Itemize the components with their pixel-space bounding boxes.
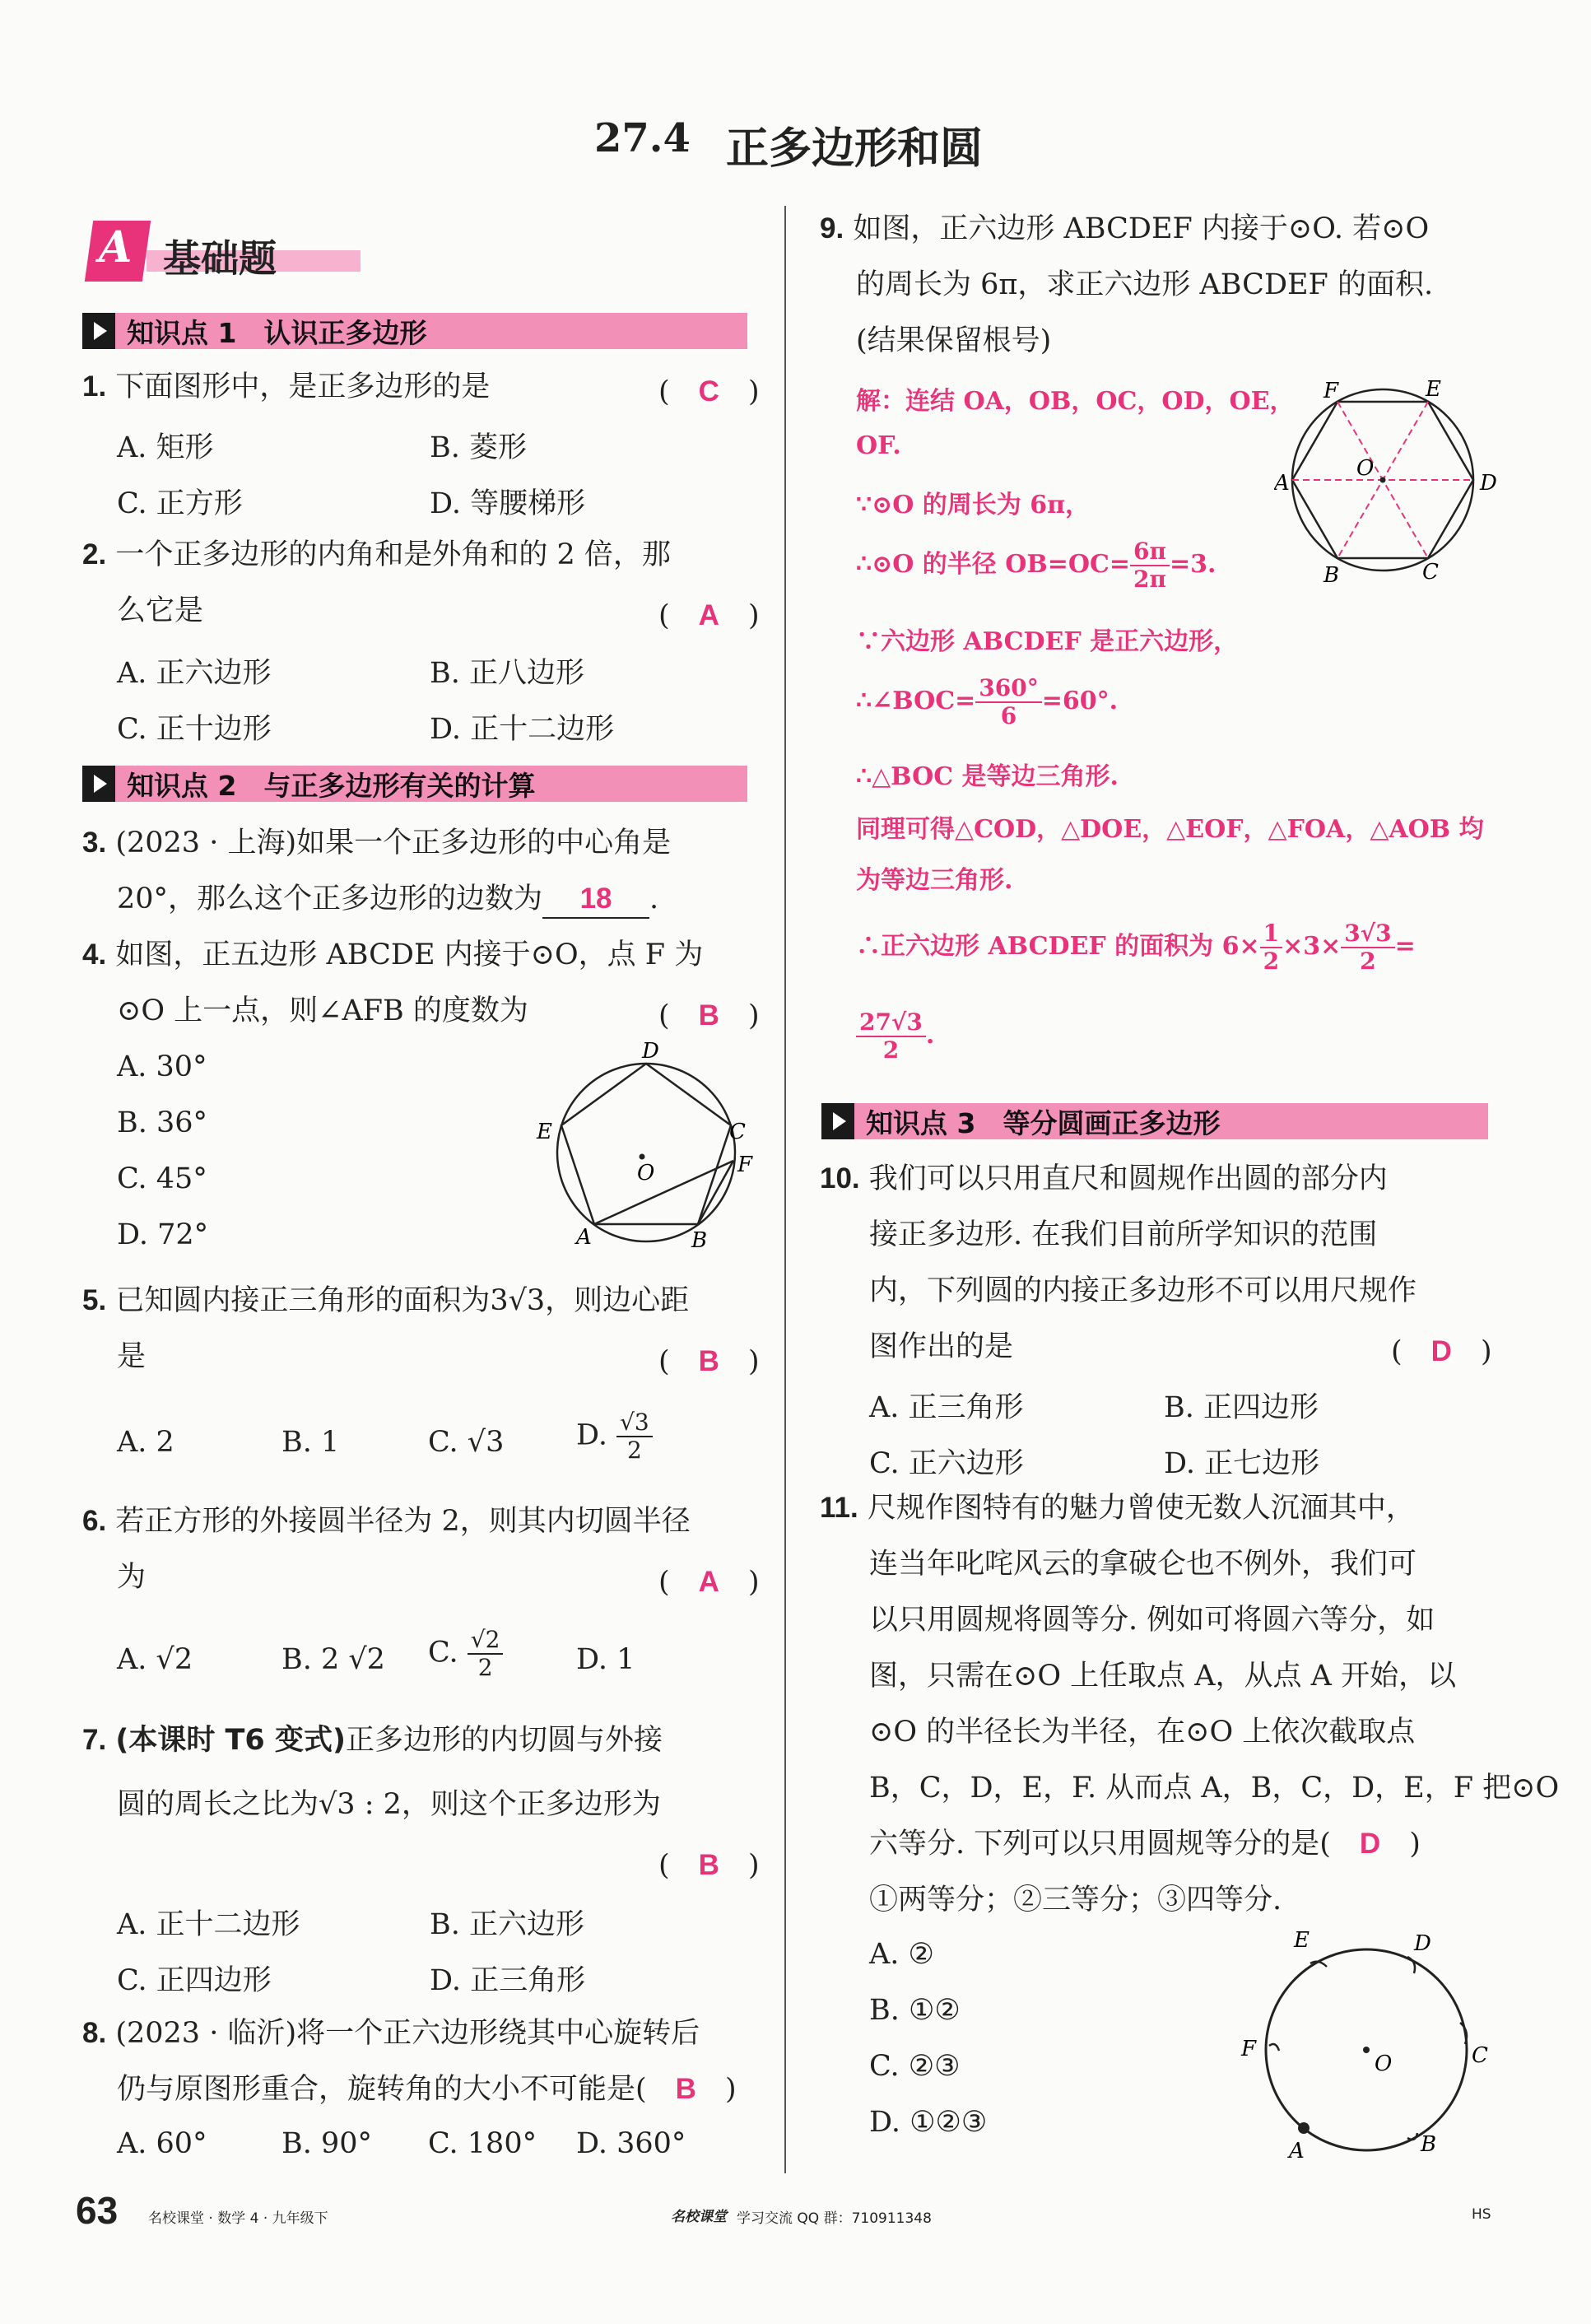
q1-option-a: A. 矩形 — [117, 431, 214, 464]
fig4-label-c: C — [729, 1120, 746, 1144]
q8-option-d: D. 360° — [576, 2127, 686, 2160]
fig4-label-e: E — [537, 1120, 552, 1144]
question-3: 3. (2023 · 上海)如果一个正多边形的中心角是 — [82, 827, 672, 859]
question-4: 4. 如图，正五边形 ABCDE 内接于⊙O，点 F 为 — [82, 938, 704, 971]
column-divider — [784, 206, 786, 2173]
fig4-label-o: O — [637, 1161, 655, 1185]
fig4-label-b: B — [691, 1228, 708, 1253]
q4-option-b: B. 36° — [117, 1106, 208, 1139]
question-2-line2: 么它是 — [117, 594, 204, 627]
question-6: 6. 若正方形的外接圆半径为 2，则其内切圆半径 — [82, 1505, 691, 1538]
footer-code: HS — [1472, 2206, 1491, 2223]
answer-paren-2: ( A ) — [658, 599, 760, 632]
q11-option-a: A. ② — [869, 1938, 934, 1971]
q7-option-c: C. 正四边形 — [117, 1964, 272, 1997]
fig9-label-d: D — [1480, 471, 1497, 496]
question-11-line7: 六等分. 下列可以只用圆规等分的是( D ) — [869, 1828, 1421, 1861]
q6-option-b: B. 2 √2 — [281, 1643, 385, 1676]
page-number: 63 — [76, 2189, 119, 2232]
fig11-label-o: O — [1375, 2052, 1393, 2076]
question-10: 10. 我们可以只用直尺和圆规作出圆的部分内 — [820, 1162, 1388, 1195]
solution-line-5: ∵六边形 ABCDEF 是正六边形， — [856, 627, 1239, 656]
solution-line-3: ∵⊙O 的周长为 6π， — [856, 491, 1091, 519]
kp1-label: 知识点 1 认识正多边形 — [127, 316, 427, 349]
q5-option-c: C. √3 — [428, 1426, 505, 1459]
q6-option-c: C. $\frac{√2}{2}$ — [428, 1627, 503, 1681]
figure-circle-arcs — [1235, 1930, 1506, 2169]
q7-option-b: B. 正六边形 — [430, 1908, 584, 1941]
question-11-line3: 以只用圆规将圆等分. 例如可将圆六等分，如 — [869, 1604, 1435, 1637]
q7-option-d: D. 正三角形 — [430, 1964, 586, 1997]
q10-option-a: A. 正三角形 — [869, 1391, 1024, 1424]
solution-line-8: 同理可得△COD，△DOE，△EOF，△FOA，△AOB 均 — [856, 815, 1484, 844]
q4-option-a: A. 30° — [117, 1050, 207, 1083]
q2-option-c: C. 正十边形 — [117, 713, 272, 746]
page-title: 正多边形和圆 — [726, 124, 984, 174]
q11-option-c: C. ②③ — [869, 2050, 961, 2083]
question-5-line2: 是 — [117, 1340, 147, 1373]
fig9-label-f: F — [1324, 379, 1339, 403]
question-9-line3: (结果保留根号) — [856, 324, 1052, 357]
answer-paren-1: ( C ) — [658, 375, 760, 408]
question-11-line4: 图，只需在⊙O 上任取点 A，从点 A 开始，以 — [869, 1660, 1457, 1693]
question-3-line2: 20°，那么这个正多边形的边数为 18 . — [117, 871, 658, 927]
fig11-label-b: B — [1421, 2132, 1437, 2157]
question-8: 8. (2023 · 临沂)将一个正六边形绕其中心旋转后 — [82, 2017, 700, 2050]
question-6-line2: 为 — [117, 1561, 147, 1594]
question-7: 7. (本课时 T6 变式)正多边形的内切圆与外接 — [82, 1724, 663, 1757]
q1-option-c: C. 正方形 — [117, 487, 243, 520]
solution-line-6: ∴∠BOC= $\frac{360^\circ}{6}$ =60°. — [856, 674, 1119, 729]
q8-option-a: A. 60° — [117, 2127, 207, 2160]
fig4-label-d: D — [642, 1041, 659, 1064]
q5-option-b: B. 1 — [281, 1426, 340, 1459]
question-10-line3: 内，下列圆的内接正多边形不可以用尺规作 — [869, 1274, 1417, 1307]
question-9-line2: 的周长为 6π，求正六边形 ABCDEF 的面积. — [856, 268, 1434, 301]
q5-option-a: A. 2 — [117, 1426, 174, 1459]
solution-line-9: 为等边三角形. — [856, 866, 1013, 895]
fig9-label-e: E — [1426, 377, 1441, 402]
q11-option-b: B. ①② — [869, 1994, 961, 2027]
kp3-label: 知识点 3 等分圆画正多边形 — [866, 1106, 1221, 1139]
badge-label: 基础题 — [163, 236, 277, 281]
answer-paren-6: ( A ) — [658, 1566, 760, 1599]
solution-line-2: OF. — [856, 431, 901, 460]
fig9-label-b: B — [1324, 563, 1340, 588]
question-8-line2: 仍与原图形重合，旋转角的大小不可能是( B ) — [117, 2073, 737, 2106]
section-number: 27.4 — [594, 115, 691, 161]
q10-option-d: D. 正七边形 — [1164, 1447, 1320, 1480]
fig11-label-a: A — [1289, 2139, 1305, 2163]
q8-option-c: C. 180° — [428, 2127, 537, 2160]
fig4-label-f: F — [737, 1153, 753, 1177]
footer-book: 名校课堂 · 数学 4 · 九年级下 — [148, 2210, 328, 2227]
solution-line-7: ∴△BOC 是等边三角形. — [856, 762, 1119, 791]
q5-option-d: D. $\frac{√3}{2}$ — [576, 1409, 653, 1464]
question-11-line8: ①两等分；②三等分；③四等分. — [869, 1884, 1282, 1916]
knowledge-point-3 — [821, 1103, 1488, 1139]
fig11-label-d: D — [1414, 1931, 1431, 1956]
q2-option-d: D. 正十二边形 — [430, 713, 615, 746]
q4-option-c: C. 45° — [117, 1162, 207, 1195]
question-11-line6: B，C，D，E，F. 从而点 A，B，C，D，E，F 把⊙O — [869, 1772, 1560, 1805]
question-11-line5: ⊙O 的半径长为半径，在⊙O 上依次截取点 — [869, 1716, 1416, 1749]
fig9-label-a: A — [1274, 471, 1290, 496]
answer-paren-7: ( B ) — [658, 1849, 760, 1882]
question-4-line2: ⊙O 上一点，则∠AFB 的度数为 — [117, 994, 528, 1027]
solution-line-1: 解：连结 OA，OB，OC，OD，OE， — [856, 387, 1295, 416]
knowledge-point-2 — [82, 766, 747, 802]
solution-line-10: ∴正六边形 ABCDEF 的面积为 6× $\frac{1}{2}$ ×3× $\frac{3√3}{2}$ = — [856, 920, 1416, 975]
badge-letter: A — [99, 222, 133, 272]
kp2-label: 知识点 2 与正多边形有关的计算 — [127, 769, 536, 802]
q6-option-d: D. 1 — [576, 1643, 635, 1676]
fig4-label-a: A — [576, 1225, 592, 1250]
section-badge — [82, 212, 362, 286]
fig11-label-c: C — [1472, 2043, 1488, 2068]
question-5: 5. 已知圆内接正三角形的面积为3√3，则边心距 — [82, 1284, 690, 1317]
footer-group: 学习交流 QQ 群：710911348 — [737, 2210, 932, 2227]
q8-option-b: B. 90° — [281, 2127, 373, 2160]
answer-paren-5: ( B ) — [658, 1345, 760, 1378]
q10-option-c: C. 正六边形 — [869, 1447, 1024, 1480]
figure-pentagon — [527, 1041, 765, 1255]
play-icon — [82, 313, 115, 349]
question-11: 11. 尺规作图特有的魅力曾使无数人沉湎其中， — [820, 1492, 1415, 1525]
question-2: 2. 一个正多边形的内角和是外角和的 2 倍，那 — [82, 538, 671, 571]
q1-option-d: D. 等腰梯形 — [430, 487, 586, 520]
q11-option-d: D. ①②③ — [869, 2106, 988, 2139]
q4-option-d: D. 72° — [117, 1218, 209, 1251]
solution-line-11: $\frac{27√3}{2}$ . — [856, 1009, 934, 1064]
question-10-line2: 接正多边形. 在我们目前所学知识的范围 — [869, 1218, 1378, 1251]
q6-option-a: A. √2 — [117, 1643, 193, 1676]
q2-option-a: A. 正六边形 — [117, 657, 272, 690]
play-icon — [821, 1103, 854, 1139]
footer-logo: 名校课堂 — [671, 2209, 727, 2225]
q10-option-b: B. 正四边形 — [1164, 1391, 1319, 1424]
figure-hexagon — [1274, 375, 1505, 589]
q1-option-b: B. 菱形 — [430, 431, 527, 464]
fig9-label-o: O — [1356, 456, 1375, 481]
answer-paren-10: ( D ) — [1391, 1335, 1492, 1368]
fig11-label-f: F — [1241, 2037, 1257, 2061]
solution-line-4: ∴⊙O 的半径 OB=OC= $\frac{6\pi}{2\pi}$ =3. — [856, 538, 1217, 593]
knowledge-point-1 — [82, 313, 747, 349]
question-7-line2: 圆的周长之比为√3 : 2，则这个正多边形为 — [117, 1788, 661, 1821]
q7-option-a: A. 正十二边形 — [117, 1908, 300, 1941]
question-10-line4: 图作出的是 — [869, 1330, 1014, 1363]
question-1: 1. 下面图形中，是正多边形的是 — [82, 370, 491, 403]
answer-paren-4: ( B ) — [658, 999, 760, 1032]
fig11-label-e: E — [1294, 1930, 1310, 1953]
fig9-label-c: C — [1422, 560, 1439, 584]
q2-option-b: B. 正八边形 — [430, 657, 584, 690]
question-9: 9. 如图，正六边形 ABCDEF 内接于⊙O. 若⊙O — [820, 212, 1430, 245]
play-icon — [82, 766, 115, 802]
question-11-line2: 连当年叱咤风云的拿破仑也不例外，我们可 — [869, 1548, 1417, 1581]
